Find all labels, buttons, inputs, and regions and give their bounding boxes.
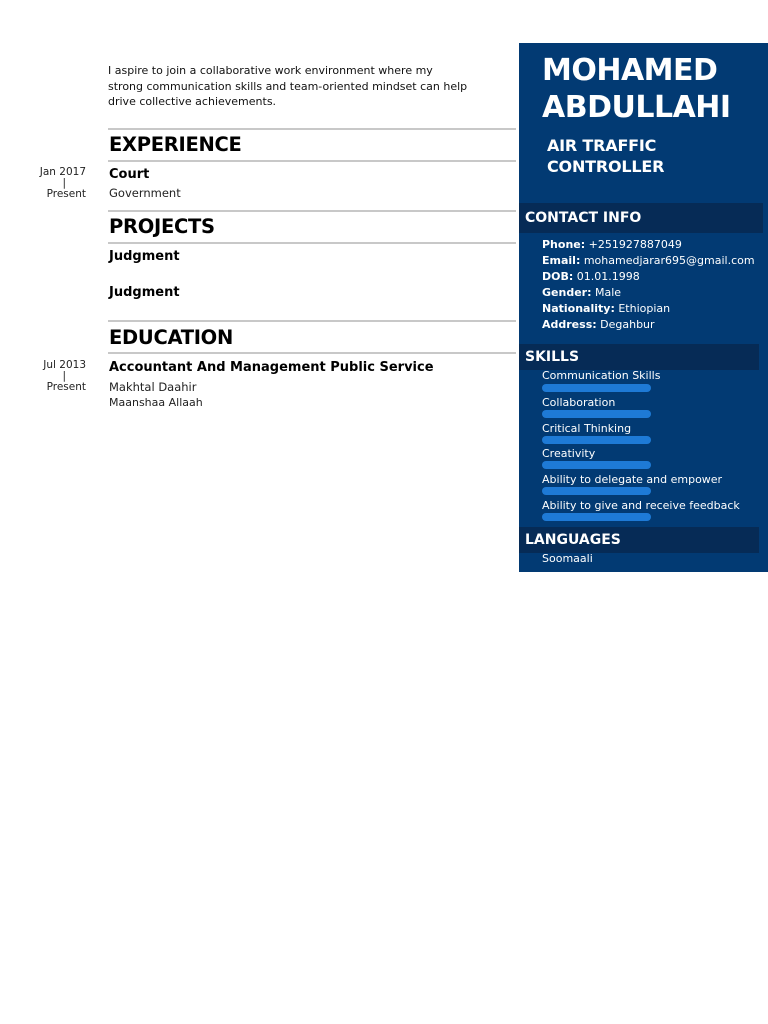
education-date xyxy=(16,360,86,393)
date-end: Present xyxy=(46,381,86,393)
languages-heading: LANGUAGES xyxy=(519,527,759,553)
date-separator: | xyxy=(62,177,66,189)
experience-title: Court xyxy=(109,167,150,182)
nationality-value: Ethiopian xyxy=(618,302,671,315)
divider xyxy=(108,128,516,130)
experience-heading: EXPERIENCE xyxy=(109,133,242,156)
name-line-2: ABDULLAHI xyxy=(542,90,731,125)
divider xyxy=(108,242,516,244)
skill-level-bar xyxy=(542,513,651,521)
project-title: Judgment xyxy=(109,249,180,264)
language-item: Soomaali xyxy=(542,552,593,565)
date-end: Present xyxy=(46,188,86,200)
job-line-1: AIR TRAFFIC xyxy=(547,136,657,155)
phone-label: Phone: xyxy=(542,238,586,251)
skill-level-bar xyxy=(542,384,651,392)
address-value: Degahbur xyxy=(600,318,655,331)
education-org: Makhtal Daahir xyxy=(109,380,197,394)
education-heading: EDUCATION xyxy=(109,326,233,349)
sidebar xyxy=(519,43,768,572)
contact-heading: CONTACT INFO xyxy=(519,203,763,233)
divider xyxy=(108,210,516,212)
gender-label: Gender: xyxy=(542,286,592,299)
experience-date xyxy=(16,167,86,200)
dob-label: DOB: xyxy=(542,270,574,283)
phone-value: +251927887049 xyxy=(588,238,682,251)
date-start: Jan 2017 xyxy=(39,166,86,178)
experience-org: Government xyxy=(109,186,181,200)
contact-nationality xyxy=(542,301,755,317)
nationality-label: Nationality: xyxy=(542,302,615,315)
skill-item: Ability to give and receive feedback xyxy=(542,499,740,512)
summary-text: I aspire to join a collaborative work environment where my strong communication skills and team-oriented mindset can help drive collective achievements. xyxy=(108,64,468,108)
contact-info xyxy=(542,237,755,333)
address-label: Address: xyxy=(542,318,597,331)
candidate-name xyxy=(542,52,731,126)
job-line-2: CONTROLLER xyxy=(547,157,665,176)
divider xyxy=(108,160,516,162)
skill-item: Critical Thinking xyxy=(542,422,632,435)
skill-item: Ability to delegate and empower xyxy=(542,473,723,486)
email-label: Email: xyxy=(542,254,581,267)
contact-email xyxy=(542,253,755,269)
education-title: Accountant And Management Public Service xyxy=(109,360,434,375)
date-separator: | xyxy=(62,370,66,382)
date-start: Jul 2013 xyxy=(43,359,86,371)
skill-item: Creativity xyxy=(542,447,596,460)
project-title: Judgment xyxy=(109,285,180,300)
skills-heading: SKILLS xyxy=(519,344,759,370)
skill-level-bar xyxy=(542,410,651,418)
contact-dob xyxy=(542,269,755,285)
contact-address xyxy=(542,317,755,333)
name-line-1: MOHAMED xyxy=(542,53,718,88)
job-title xyxy=(547,135,664,177)
gender-value: Male xyxy=(594,286,622,299)
divider xyxy=(108,320,516,322)
contact-phone xyxy=(542,237,755,253)
skill-level-bar xyxy=(542,461,651,469)
skill-level-bar xyxy=(542,436,651,444)
projects-heading: PROJECTS xyxy=(109,215,215,238)
dob-value: 01.01.1998 xyxy=(576,270,640,283)
skill-item: Collaboration xyxy=(542,396,616,409)
skill-level-bar xyxy=(542,487,651,495)
email-value: mohamedjarar695@gmail.com xyxy=(583,254,755,267)
contact-gender xyxy=(542,285,755,301)
skill-item: Communication Skills xyxy=(542,369,661,382)
education-note: Maanshaa Allaah xyxy=(109,396,203,409)
divider xyxy=(108,352,516,354)
